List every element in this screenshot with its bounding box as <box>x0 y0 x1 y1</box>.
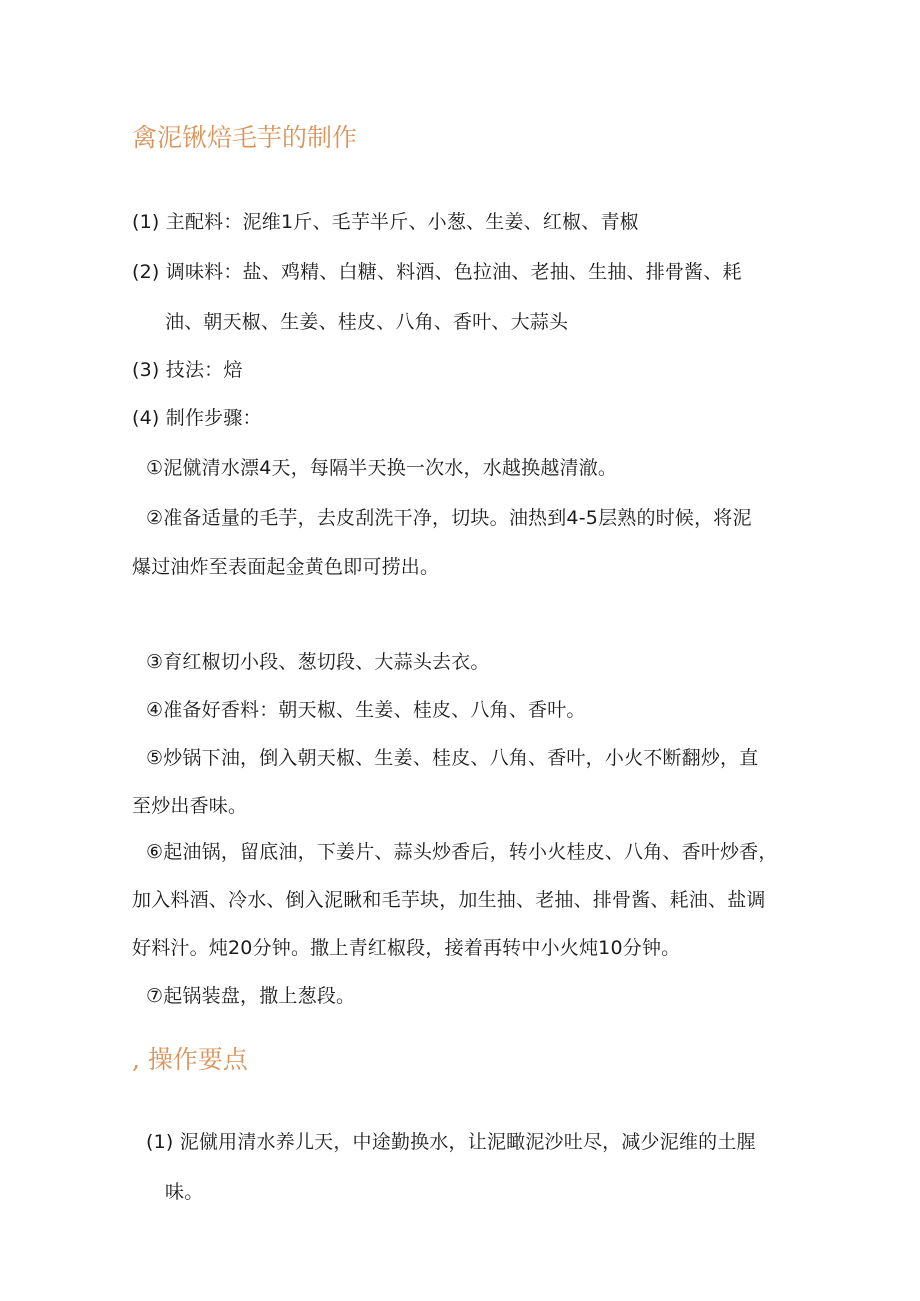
steps-title: (4) 制作步骤： <box>132 407 262 429</box>
step-5-line-2: 至炒出香味。 <box>132 795 248 817</box>
seasoning-line-1: (2) 调味料：盐、鸡精、白糖、料酒、色拉油、老抽、生抽、排骨酱、耗 <box>132 261 742 283</box>
step-2-line-1: ②准备适量的毛芋，去皮刮洗干净，切块。油热到4-5层熟的时候，将泥 <box>146 507 752 529</box>
step-4: ④准备好香料：朝天椒、生姜、桂皮、八角、香叶。 <box>146 699 586 721</box>
tip-1-line-2: 味。 <box>165 1181 204 1203</box>
step-1: ①泥僦清水漂4天，每隔半天换一次水，水越换越清澈。 <box>146 457 618 479</box>
step-7: ⑦起锅装盘，撒上葱段。 <box>146 985 356 1007</box>
page-title: 禽泥锹焙毛芋的制作 <box>132 123 358 152</box>
step-6-line-3: 好料汁。炖20分钟。撒上青红椒段，接着再转中小火炖10分钟。 <box>132 937 681 959</box>
step-2-line-2: 爆过油炸至表面起金黄色即可捞出。 <box>132 556 440 578</box>
seasoning-line-2: 油、朝天椒、生姜、桂皮、八角、香叶、大蒜头 <box>165 311 569 333</box>
section-title-key-points: , 操作要点 <box>132 1045 248 1074</box>
technique-line: (3) 技法：焙 <box>132 359 243 381</box>
step-3: ③育红椒切小段、葱切段、大蒜头去衣。 <box>146 651 490 673</box>
tip-1-line-1: (1) 泥僦用清水养儿天，中途勤换水，让泥瞰泥沙吐尽，减少泥维的土腥 <box>146 1131 756 1153</box>
step-5-line-1: ⑤炒锅下油，倒入朝天椒、生姜、桂皮、八角、香叶，小火不断翻炒，直 <box>146 747 759 769</box>
step-6-line-1: ⑥起油锅，留底油，下姜片、蒜头炒香后，转小火桂皮、八角、香叶炒香， <box>146 841 778 863</box>
step-6-line-2: 加入料酒、冷水、倒入泥瞅和毛芋块，加生抽、老抽、排骨酱、耗油、盐调 <box>132 889 766 911</box>
ingredients-main: (1) 主配料：泥维1斤、毛芋半斤、小葱、生姜、红椒、青椒 <box>132 211 639 233</box>
